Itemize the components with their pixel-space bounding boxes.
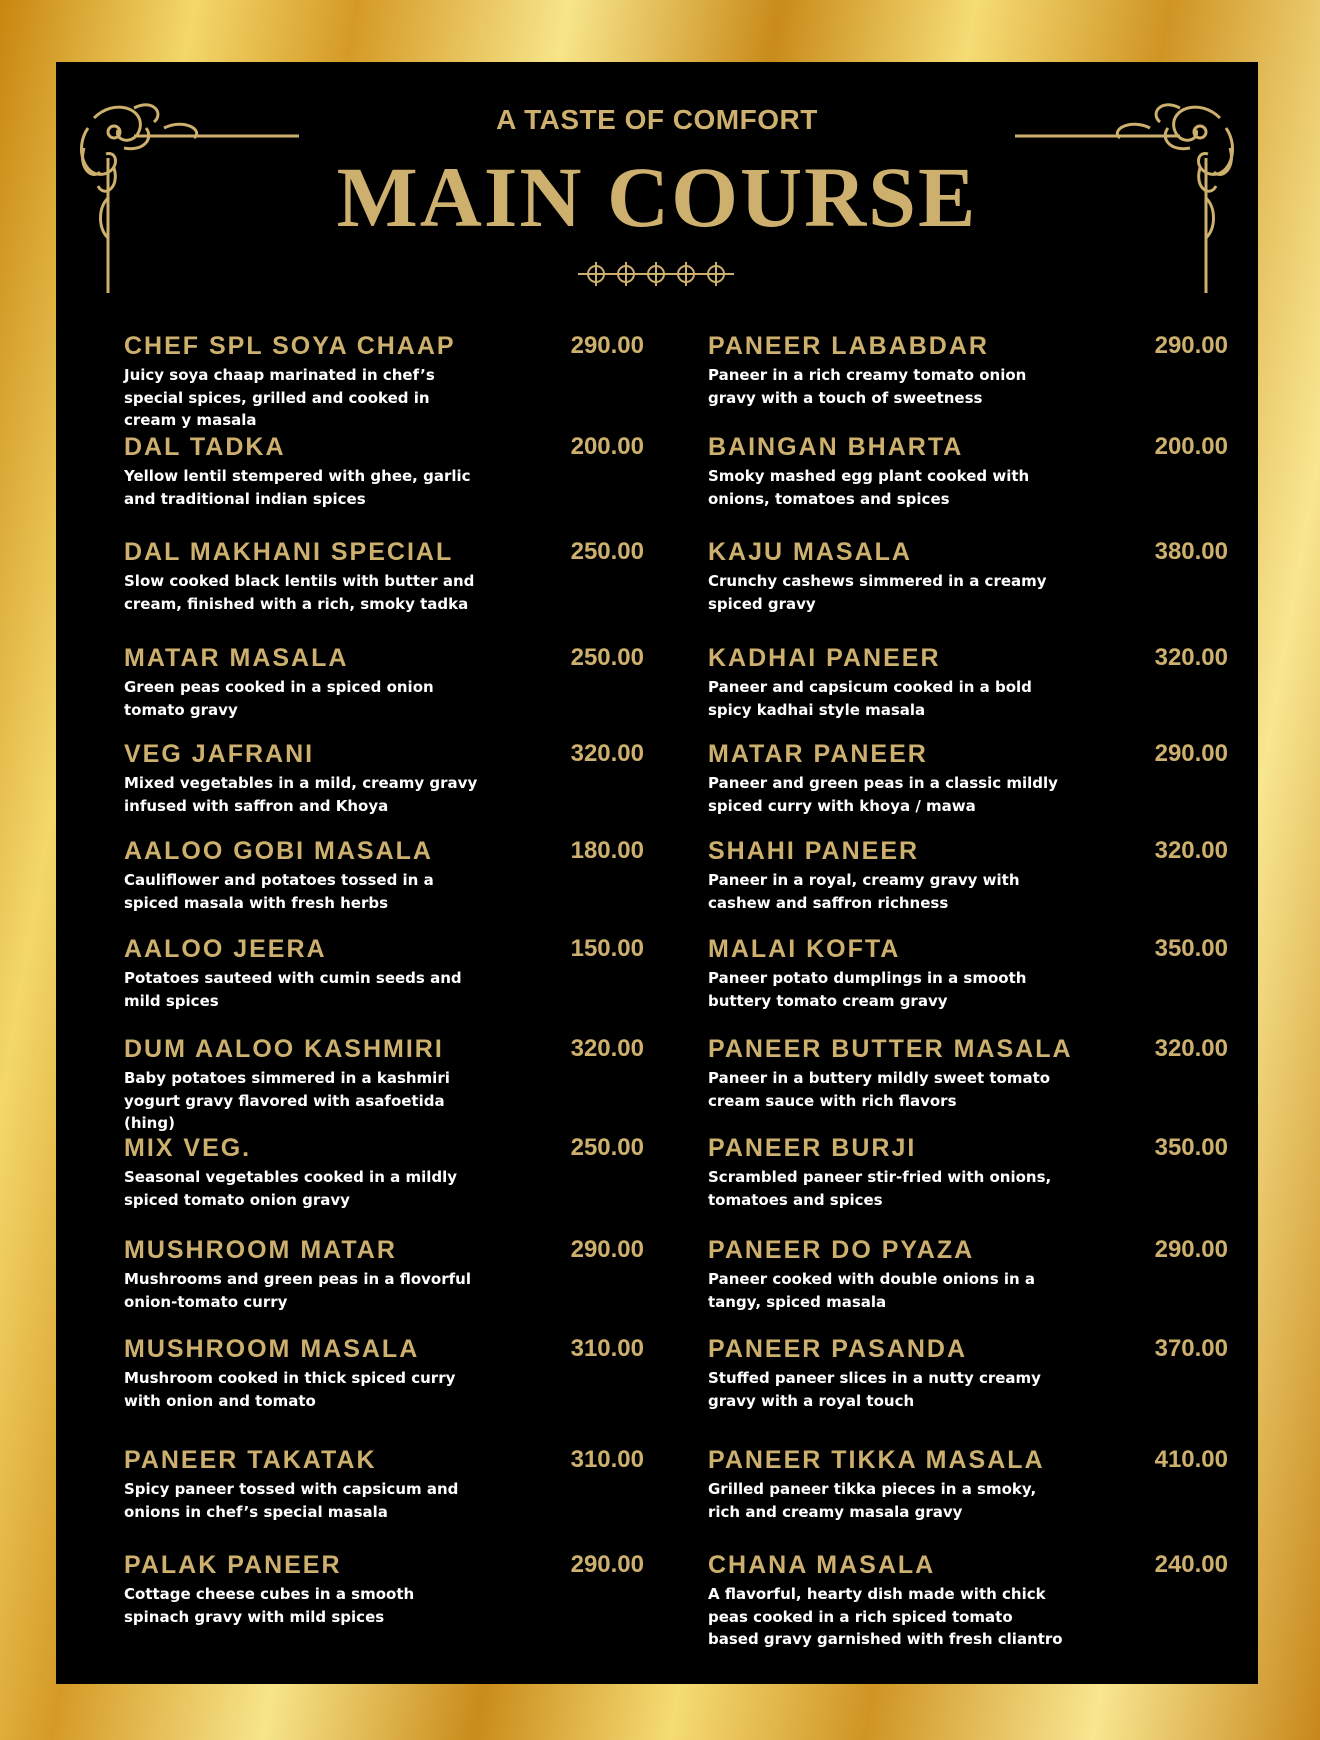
item-price: 320.00 [1154, 1035, 1228, 1062]
item-description: Spicy paneer tossed with capsicum and onions in chef’s special masala [124, 1480, 459, 1521]
item-description: Paneer cooked with double onions in a tangy, spiced masala [708, 1270, 1036, 1311]
item-description: Paneer and capsicum cooked in a bold spicy kadhai style masala [708, 678, 1032, 719]
item-price: 310.00 [570, 1446, 644, 1473]
item-price: 290.00 [1154, 1236, 1228, 1263]
item-description: Green peas cooked in a spiced onion tomato gravy [124, 678, 434, 719]
item-description: Crunchy cashews simmered in a creamy spiced gravy [708, 572, 1047, 613]
item-description: Yellow lentil stempered with ghee, garlic and traditional indian spices [124, 467, 471, 508]
item-price: 320.00 [570, 740, 644, 767]
item-description: Paneer and green peas in a classic mildly spiced curry with khoya / mawa [708, 774, 1058, 815]
item-price: 290.00 [1154, 740, 1228, 767]
item-name: SHAHI PANEER [708, 837, 920, 865]
item-description: Paneer potato dumplings in a smooth buttery tomato cream gravy [708, 969, 1027, 1010]
item-price: 380.00 [1154, 538, 1228, 565]
item-name: KAJU MASALA [708, 538, 912, 566]
item-price: 250.00 [570, 644, 644, 671]
item-price: 310.00 [570, 1335, 644, 1362]
page-title: MAIN COURSE [336, 149, 978, 245]
item-description: Potatoes sauteed with cumin seeds and mild spices [124, 969, 462, 1010]
item-name: CHEF SPL SOYA CHAAP [124, 332, 456, 360]
item-price: 290.00 [570, 1236, 644, 1263]
item-name: PANEER TAKATAK [124, 1446, 377, 1474]
item-price: 350.00 [1154, 935, 1228, 962]
item-name: PALAK PANEER [124, 1551, 342, 1579]
item-name: PANEER BUTTER MASALA [708, 1035, 1073, 1063]
item-price: 200.00 [1154, 433, 1228, 460]
item-description: Juicy soya chaap marinated in chef’s special spices, grilled and cooked in cream y masala [124, 366, 435, 429]
item-name: PANEER BURJI [708, 1134, 917, 1162]
item-price: 410.00 [1154, 1446, 1228, 1473]
item-name: PANEER LABABDAR [708, 332, 989, 360]
item-name: MATAR PANEER [708, 740, 928, 768]
item-description: Paneer in a rich creamy tomato onion gravy with a touch of sweetness [708, 366, 1027, 407]
item-price: 290.00 [570, 1551, 644, 1578]
item-price: 290.00 [1154, 332, 1228, 359]
item-description: Cottage cheese cubes in a smooth spinach gravy with mild spices [124, 1585, 415, 1626]
item-price: 150.00 [570, 935, 644, 962]
item-name: VEG JAFRANI [124, 740, 315, 768]
item-description: Mushrooms and green peas in a flovorful onion-tomato curry [124, 1270, 471, 1311]
menu-panel [56, 62, 1258, 1684]
item-description: A flavorful, hearty dish made with chick peas cooked in a rich spiced tomato based gravy garnished with fresh cliantro [708, 1585, 1063, 1648]
item-price: 320.00 [1154, 837, 1228, 864]
item-name: PANEER TIKKA MASALA [708, 1446, 1045, 1474]
item-description: Mixed vegetables in a mild, creamy gravy infused with saffron and Khoya [124, 774, 478, 815]
item-name: MUSHROOM MASALA [124, 1335, 420, 1363]
item-price: 370.00 [1154, 1335, 1228, 1362]
item-name: PANEER DO PYAZA [708, 1236, 975, 1264]
item-description: Baby potatoes simmered in a kashmiri yogurt gravy flavored with asafoetida (hing) [124, 1069, 450, 1132]
item-description: Paneer in a buttery mildly sweet tomato cream sauce with rich flavors [708, 1069, 1051, 1110]
item-name: MATAR MASALA [124, 644, 349, 672]
item-description: Paneer in a royal, creamy gravy with cashew and saffron richness [708, 871, 1020, 912]
divider-ornament-icon [576, 260, 736, 288]
item-name: MIX VEG. [124, 1134, 252, 1162]
item-price: 250.00 [570, 538, 644, 565]
item-name: DAL MAKHANI SPECIAL [124, 538, 454, 566]
item-description: Mushroom cooked in thick spiced curry with onion and tomato [124, 1369, 456, 1410]
item-name: DUM AALOO KASHMIRI [124, 1035, 444, 1063]
item-name: AALOO GOBI MASALA [124, 837, 433, 865]
item-name: AALOO JEERA [124, 935, 327, 963]
item-description: Smoky mashed egg plant cooked with onions, tomatoes and spices [708, 467, 1030, 508]
item-description: Grilled paneer tikka pieces in a smoky, rich and creamy masala gravy [708, 1480, 1037, 1521]
tagline: A TASTE OF COMFORT [496, 104, 818, 135]
item-name: PANEER PASANDA [708, 1335, 968, 1363]
item-description: Seasonal vegetables cooked in a mildly spiced tomato onion gravy [124, 1168, 458, 1209]
item-name: KADHAI PANEER [708, 644, 941, 672]
item-price: 200.00 [570, 433, 644, 460]
item-description: Scrambled paneer stir-fried with onions, tomatoes and spices [708, 1168, 1052, 1209]
item-name: MALAI KOFTA [708, 935, 901, 963]
item-name: CHANA MASALA [708, 1551, 936, 1579]
item-price: 250.00 [570, 1134, 644, 1161]
item-name: BAINGAN BHARTA [708, 433, 964, 461]
item-price: 240.00 [1154, 1551, 1228, 1578]
item-description: Stuffed paneer slices in a nutty creamy gravy with a royal touch [708, 1369, 1041, 1410]
item-price: 320.00 [570, 1035, 644, 1062]
item-description: Cauliflower and potatoes tossed in a spiced masala with fresh herbs [124, 871, 434, 912]
item-name: MUSHROOM MATAR [124, 1236, 397, 1264]
item-price: 290.00 [570, 332, 644, 359]
item-price: 180.00 [570, 837, 644, 864]
item-price: 320.00 [1154, 644, 1228, 671]
item-description: Slow cooked black lentils with butter and cream, finished with a rich, smoky tadka [124, 572, 475, 613]
item-name: DAL TADKA [124, 433, 286, 461]
item-price: 350.00 [1154, 1134, 1228, 1161]
